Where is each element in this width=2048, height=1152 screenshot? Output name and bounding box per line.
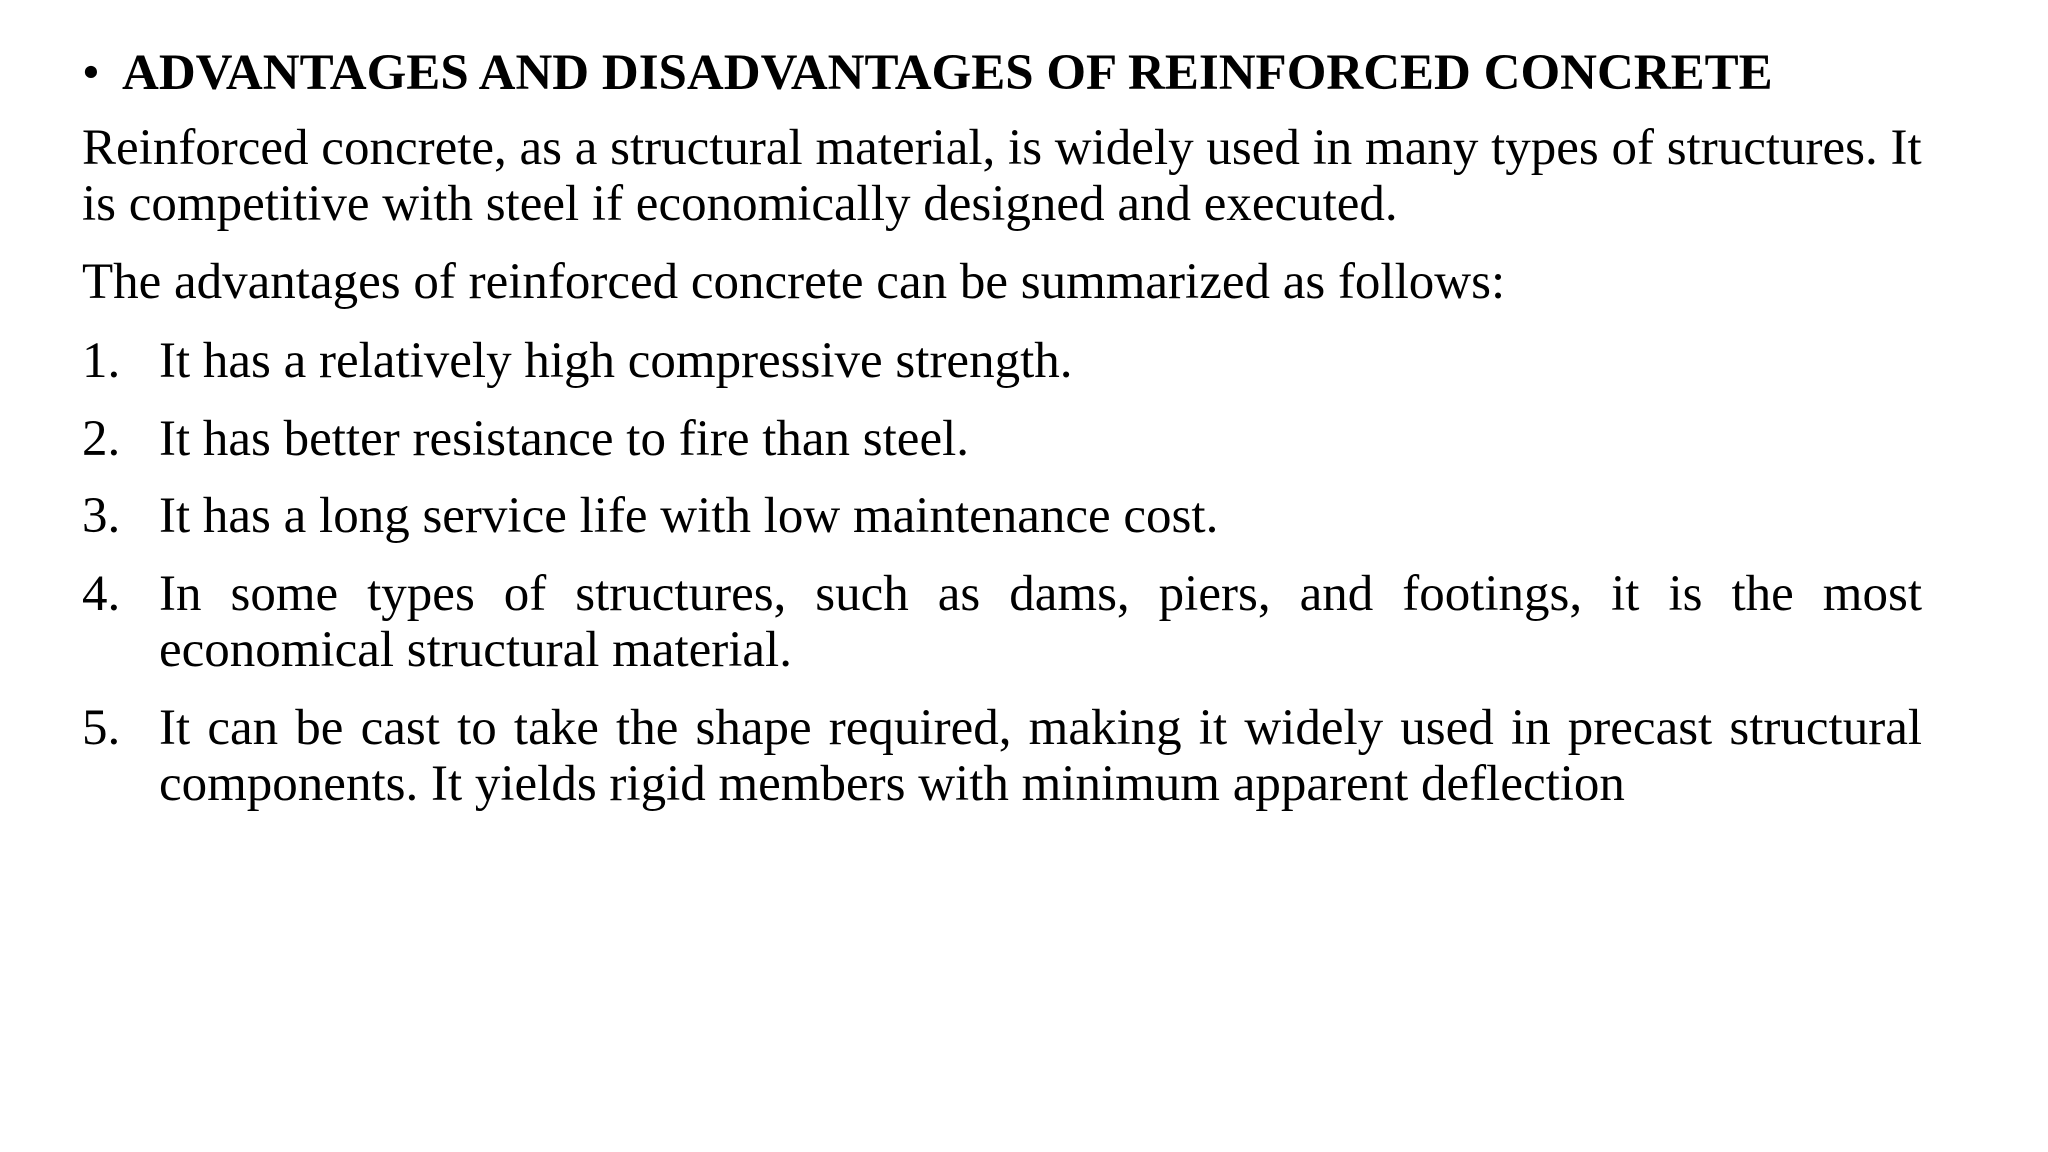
bullet-icon: • [82, 45, 100, 101]
list-item-text: In some types of structures, such as dams, piers, and footings, it is the most economical structural material. [159, 566, 1922, 678]
list-item-text: It has a relatively high compressive strength. [159, 333, 1073, 389]
list-item-number: 5. [82, 700, 121, 756]
list-item-number: 1. [82, 333, 121, 389]
list-item-text: It can be cast to take the shape required, making it widely used in precast structural components. It yields rigid members with minimum apparent deflection [159, 700, 1922, 812]
list-item-number: 3. [82, 488, 121, 544]
list-item [82, 411, 1922, 467]
list-item-text: It has a long service life with low maintenance cost. [159, 488, 1219, 544]
list-item-number: 4. [82, 566, 121, 622]
list-item [82, 333, 1922, 389]
list-item [82, 700, 1922, 812]
list-item-number: 2. [82, 411, 121, 467]
intro-paragraph: Reinforced concrete, as a structural material, is widely used in many types of structures. It is competitive with steel if economically designed and executed. [82, 120, 1922, 232]
list-item-text: It has better resistance to fire than steel. [159, 411, 969, 467]
advantages-lead-paragraph: The advantages of reinforced concrete can be summarized as follows: [82, 254, 1506, 310]
list-item [82, 488, 1922, 544]
section-heading [82, 42, 1773, 104]
section-heading-text: ADVANTAGES AND DISADVANTAGES OF REINFORCED CONCRETE [122, 45, 1773, 101]
list-item [82, 566, 1922, 678]
slide [82, 0, 1922, 1152]
